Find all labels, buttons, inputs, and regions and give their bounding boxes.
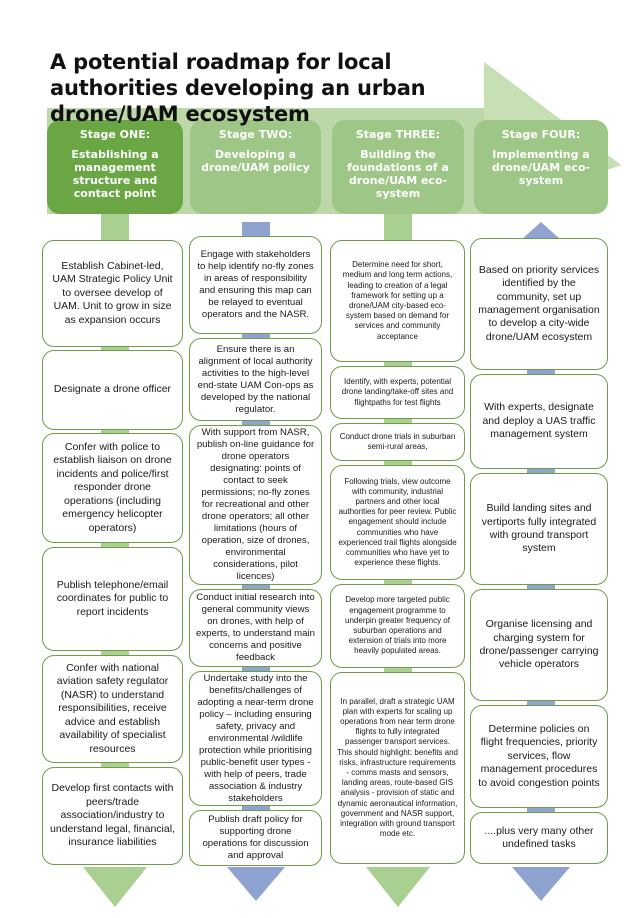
task-text: Undertake study into the benefits/challenges of adopting a near-term drone policy – including ensuring safety, privacy and environmental /wildlife protection while prioritising public-benefit user types - with help of peers, trade association & industry stakeholders: [197, 672, 314, 804]
task-box: [42, 547, 183, 651]
task-box: [42, 655, 183, 763]
task-box: [330, 672, 465, 864]
task-text: Ensure there is an alignment of local authority activities to the high-level end-state UAM Con-ops as developed by the national regulator.: [197, 343, 314, 415]
page-title: A potential roadmap for local authorities developing an urban drone/UAM ecosystem: [50, 50, 426, 126]
task-box: [42, 433, 183, 543]
task-box: [189, 810, 322, 866]
task-box: [189, 589, 322, 667]
task-text: Confer with national aviation safety regulator (NASR) to understand responsibilities, receive advice and establish availability of specialist resources: [56, 662, 169, 755]
task-box: [330, 584, 465, 668]
task-text: Engage with stakeholders to help identify no-fly zones in areas of responsibility and ensuring this map can be relayed to eventual operators and the NASR.: [197, 249, 314, 320]
task-text: Develop more targeted public engagement programme to underpin greater frequency of suburban operations and extension of trials into more heavily populated areas.: [345, 595, 450, 656]
stage-three-header: [332, 120, 464, 214]
down-arrow-stage-two: [227, 867, 285, 909]
task-text: Develop first contacts with peers/trade association/industry to understand legal, financial, insurance liabilities: [50, 782, 175, 849]
task-text: Confer with police to establish liaison on drone incidents and police/first responder drone operations (including emergency helicopter operators): [53, 441, 172, 534]
task-box: [330, 423, 465, 461]
task-text: Following trials, view outcome with community, industrial partners and other local authorities for peer review. Public engagement should include communities who have experienced trail flights alongside communities who have yet to experience these flights.: [338, 476, 457, 568]
task-box: [189, 236, 322, 334]
task-box: [470, 238, 608, 370]
task-box: [330, 240, 465, 362]
stage-label: Stage FOUR:: [501, 128, 581, 141]
stage-one-header: [47, 120, 183, 214]
task-text: With support from NASR, publish on-line guidance for drone operators designating: points of contact to seek permissions; no-fly zones for recreational and other drone operators; all other limitations (hours of operation, size of drones, environmental considerations, pilot licences): [196, 427, 315, 582]
task-text: Conduct drone trials in suburban semi-rural areas,: [339, 431, 456, 451]
stage-title: Implementing a drone/UAM eco-system: [491, 148, 591, 187]
task-box: [42, 767, 183, 865]
task-text: With experts, designate and deploy a UAS traffic management system: [482, 401, 596, 441]
stage-label: Stage THREE:: [355, 128, 441, 141]
stage-label: Stage TWO:: [218, 128, 293, 141]
task-box: [470, 374, 608, 469]
down-arrow-stage-four: [512, 867, 570, 909]
task-box: [189, 338, 322, 421]
task-text: Determine need for short, medium and long term actions, leading to creation of a legal framework for setting up a drone/UAM city-based eco-system based on demand for services and community acceptance: [342, 260, 453, 341]
task-text: Build landing sites and vertiports fully integrated with ground transport system: [481, 502, 597, 555]
task-text: Publish draft policy for supporting drone operations for discussion and approval: [202, 814, 309, 861]
task-box: [330, 465, 465, 580]
task-text: Establish Cabinet-led, UAM Strategic Policy Unit to oversee develop of UAM. Unit to grow in size as expansion occurs: [52, 259, 173, 326]
task-text: Organise licensing and charging system for drone/passenger carrying vehicle operators: [479, 618, 599, 671]
task-box: [470, 705, 608, 808]
task-box: [330, 366, 465, 419]
task-box: [470, 589, 608, 701]
stage-label: Stage ONE:: [79, 128, 151, 141]
task-box: [189, 671, 322, 806]
task-text: Publish telephone/email coordinates for public to report incidents: [56, 578, 169, 618]
stage-title: Developing a drone/UAM policy: [201, 148, 310, 174]
task-box: [470, 812, 608, 864]
task-text: Based on priority services identified by the community, set up management organisation to develop a city-wide drone/UAM ecosystem: [478, 263, 600, 343]
task-text: Designate a drone officer: [53, 383, 172, 396]
task-box: [189, 425, 322, 585]
down-arrow-stage-one: [83, 867, 147, 909]
down-arrow-stage-three: [366, 867, 430, 909]
stage-two-header: [190, 120, 321, 214]
task-box: [470, 473, 608, 585]
task-text: In parallel, draft a strategic UAM plan with experts for scaling up operations from near term drone flights to fully integrated passenger transport services. This should highlight: benefits and risks, infrastructure requirements - comms masts and sensors, landing areas, route-based GIS analysis - provision of static and dynamic aeronautical information, government and NASR support, integration with ground transport mode etc.: [337, 696, 458, 839]
stage-four-header: [474, 120, 608, 214]
task-text: ....plus very many other undefined tasks: [484, 824, 594, 850]
stage-title: Establishing a management structure and contact point: [71, 148, 159, 200]
task-box: [42, 350, 183, 430]
task-text: Identify, with experts, potential drone landing/take-off sites and flightpaths for test flights: [341, 377, 454, 407]
stage-title: Building the foundations of a drone/UAM eco-system: [347, 148, 449, 200]
column-stem-arrow-up: [521, 220, 561, 240]
task-text: Determine policies on flight frequencies, priority services, flow management procedures to avoid congestion points: [478, 722, 600, 789]
task-text: Conduct initial research into general community views on drones, with help of experts, to understand main concerns and positive feedback: [196, 592, 315, 663]
task-box: [42, 240, 183, 347]
